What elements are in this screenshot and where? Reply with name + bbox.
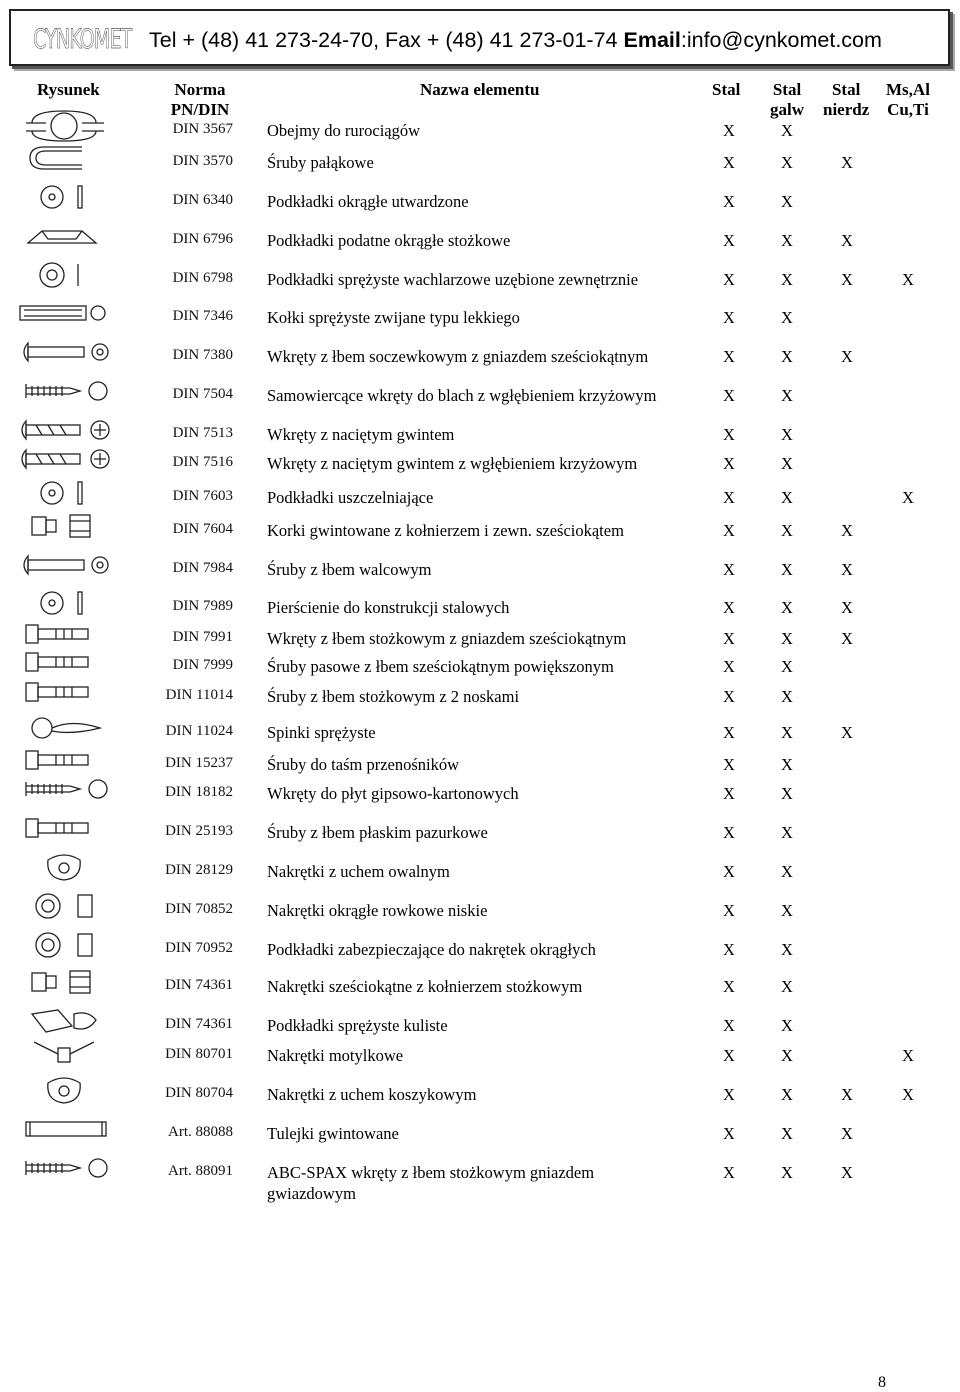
mark-stal-galw: X bbox=[781, 940, 793, 959]
table-row bbox=[0, 1046, 960, 1076]
slotted-round-nut-icon bbox=[12, 889, 132, 923]
mark-stal-galw: X bbox=[781, 784, 793, 803]
spherical-washer-icon bbox=[12, 1004, 132, 1038]
table-row bbox=[0, 488, 960, 518]
element-name-line: Nakrętki z uchem koszykowym bbox=[267, 1085, 477, 1104]
col-header-stal-nierdz-line2: nierdz bbox=[823, 100, 870, 119]
element-name-cell bbox=[267, 823, 488, 843]
mark-stal-galw: X bbox=[781, 425, 793, 444]
norm-cell: DIN 25193 bbox=[165, 823, 233, 839]
element-name-line: Podkładki podatne okrągłe stożkowe bbox=[267, 231, 511, 250]
norm-cell: DIN 6796 bbox=[172, 231, 233, 247]
tab-washer-icon bbox=[12, 928, 132, 962]
col-header-ms-line1: Ms,Al bbox=[886, 80, 930, 99]
table-row bbox=[0, 560, 960, 590]
norm-cell: DIN 7346 bbox=[172, 308, 233, 324]
mark-stal-galw: X bbox=[781, 977, 793, 996]
mark-stal-galw: X bbox=[781, 153, 793, 172]
element-name-cell bbox=[267, 1016, 448, 1036]
table-row bbox=[0, 153, 960, 183]
mark-stal: X bbox=[723, 231, 735, 250]
norm-cell: DIN 18182 bbox=[165, 784, 233, 800]
norm-cell: DIN 7999 bbox=[172, 657, 233, 673]
element-name-line: Tulejki gwintowane bbox=[267, 1124, 399, 1143]
element-name-line: Korki gwintowane z kołnierzem i zewn. sześciokątem bbox=[267, 521, 624, 540]
norm-cell: Art. 88091 bbox=[168, 1163, 233, 1179]
element-name-line: gwiazdowym bbox=[267, 1184, 356, 1203]
table-row bbox=[0, 347, 960, 377]
table-row bbox=[0, 901, 960, 931]
element-name-line: Nakrętki okrągłe rowkowe niskie bbox=[267, 901, 488, 920]
table-row bbox=[0, 1163, 960, 1203]
washer-icon bbox=[12, 180, 132, 214]
element-name-cell bbox=[267, 153, 374, 173]
u-bolt-icon bbox=[12, 141, 132, 175]
element-name-cell bbox=[267, 121, 420, 141]
mark-stal-galw: X bbox=[781, 231, 793, 250]
mark-stal-galw: X bbox=[781, 1046, 793, 1065]
mark-stal: X bbox=[723, 977, 735, 996]
element-name-cell bbox=[267, 270, 638, 290]
element-name-cell bbox=[267, 977, 582, 997]
element-name-cell bbox=[267, 723, 376, 743]
element-name-cell bbox=[267, 560, 432, 580]
conical-washer-icon bbox=[12, 219, 132, 253]
mark-stal-nierdz: X bbox=[841, 723, 853, 742]
mark-stal-nierdz: X bbox=[841, 560, 853, 579]
threaded-sleeve-icon bbox=[12, 1112, 132, 1146]
element-name-cell bbox=[267, 901, 487, 921]
element-name-line: Wkręty z naciętym gwintem bbox=[267, 425, 455, 444]
norm-cell: DIN 7513 bbox=[172, 425, 233, 441]
table-row bbox=[0, 386, 960, 416]
col-header-stal-nierdz bbox=[823, 80, 869, 120]
screw-plug-icon bbox=[12, 509, 132, 543]
element-name-line: Samowiercące wkręty do blach z wgłębieniem krzyżowym bbox=[267, 386, 657, 405]
ring-icon bbox=[12, 586, 132, 620]
element-name-cell bbox=[267, 347, 648, 367]
mark-stal-nierdz: X bbox=[841, 629, 853, 648]
norm-cell: DIN 74361 bbox=[165, 977, 233, 993]
norm-cell: DIN 74361 bbox=[165, 1016, 233, 1032]
mark-stal: X bbox=[723, 629, 735, 648]
table-row bbox=[0, 598, 960, 628]
eye-nut-icon bbox=[12, 850, 132, 884]
element-name-line: Wkręty z łbem soczewkowym z gniazdem sześciokątnym bbox=[267, 347, 649, 366]
mark-ms-al-cu-ti: X bbox=[902, 1085, 914, 1104]
table-row bbox=[0, 784, 960, 814]
element-name-cell bbox=[267, 940, 596, 960]
element-name-cell bbox=[267, 488, 433, 508]
norm-cell: DIN 15237 bbox=[165, 755, 233, 771]
mark-stal-nierdz: X bbox=[841, 153, 853, 172]
norm-cell: DIN 6798 bbox=[172, 270, 233, 286]
mark-stal-galw: X bbox=[781, 270, 793, 289]
col-header-stal-galw bbox=[770, 80, 804, 120]
element-name-line: Wkręty do płyt gipsowo-kartonowych bbox=[267, 784, 519, 803]
table-row bbox=[0, 192, 960, 222]
mark-stal-nierdz: X bbox=[841, 270, 853, 289]
col-header-stal: Stal bbox=[712, 80, 741, 99]
mark-stal: X bbox=[723, 862, 735, 881]
mark-stal: X bbox=[723, 192, 735, 211]
table-row bbox=[0, 121, 960, 151]
element-name-line: Wkręty z łbem stożkowym z gniazdem sześciokątnym bbox=[267, 629, 627, 648]
spring-cotter-icon bbox=[12, 711, 132, 745]
element-name-line: Śruby z łbem stożkowym z 2 noskami bbox=[267, 687, 520, 706]
element-name-line: Śruby z łbem płaskim pazurkowe bbox=[267, 823, 488, 842]
element-name-line: Pierścienie do konstrukcji stalowych bbox=[267, 598, 510, 617]
mark-stal-nierdz: X bbox=[841, 521, 853, 540]
table-row bbox=[0, 657, 960, 687]
element-name-line: Śruby pasowe z łbem sześciokątnym powiększonym bbox=[267, 657, 614, 676]
norm-cell: DIN 80701 bbox=[165, 1046, 233, 1062]
mark-stal-nierdz: X bbox=[841, 598, 853, 617]
table-row bbox=[0, 823, 960, 853]
claw-bolt-icon bbox=[12, 811, 132, 845]
element-name-cell bbox=[267, 386, 656, 406]
mark-stal-galw: X bbox=[781, 823, 793, 842]
table-row bbox=[0, 723, 960, 753]
nib-bolt-icon bbox=[12, 675, 132, 709]
company-logo: CYNKOMET bbox=[33, 24, 132, 55]
norm-cell: DIN 7984 bbox=[172, 560, 233, 576]
element-name-line: Podkładki okrągłe utwardzone bbox=[267, 192, 469, 211]
norm-cell: Art. 88088 bbox=[168, 1124, 233, 1140]
table-row bbox=[0, 977, 960, 1007]
pipe-clamp-icon bbox=[12, 109, 132, 143]
mark-stal-galw: X bbox=[781, 521, 793, 540]
mark-stal-galw: X bbox=[781, 755, 793, 774]
mark-stal-galw: X bbox=[781, 1124, 793, 1143]
norm-cell: DIN 7504 bbox=[172, 386, 233, 402]
element-name-line: Nakrętki sześciokątne z kołnierzem stożkowym bbox=[267, 977, 583, 996]
spring-pin-icon bbox=[12, 296, 132, 330]
col-header-stal-galw-line1: Stal bbox=[772, 80, 802, 99]
mark-ms-al-cu-ti: X bbox=[902, 488, 914, 507]
mark-stal: X bbox=[723, 687, 735, 706]
element-name-line: Wkręty z naciętym gwintem z wgłębieniem krzyżowym bbox=[267, 454, 638, 473]
mark-stal-galw: X bbox=[781, 1016, 793, 1035]
norm-cell: DIN 7991 bbox=[172, 629, 233, 645]
button-head-screw-icon bbox=[12, 335, 132, 369]
element-name-line: Podkładki zabezpieczające do nakrętek okrągłych bbox=[267, 940, 596, 959]
norm-cell: DIN 28129 bbox=[165, 862, 233, 878]
col-header-rysunek: Rysunek bbox=[37, 80, 100, 99]
element-name-cell bbox=[267, 629, 626, 649]
mark-stal: X bbox=[723, 1016, 735, 1035]
mark-stal: X bbox=[723, 270, 735, 289]
norm-cell: DIN 7604 bbox=[172, 521, 233, 537]
mark-stal-galw: X bbox=[781, 598, 793, 617]
email-value: :info@cynkomet.com bbox=[680, 28, 882, 52]
mark-stal-galw: X bbox=[781, 687, 793, 706]
mark-stal: X bbox=[723, 657, 735, 676]
mark-stal-galw: X bbox=[781, 192, 793, 211]
element-name-cell bbox=[267, 308, 520, 328]
mark-stal: X bbox=[723, 823, 735, 842]
col-header-norma-line2: PN/DIN bbox=[170, 100, 230, 119]
element-name-line: Spinki sprężyste bbox=[267, 723, 376, 742]
norm-cell: DIN 11024 bbox=[165, 723, 233, 739]
element-name-cell bbox=[267, 1163, 594, 1204]
mark-stal: X bbox=[723, 308, 735, 327]
mark-stal-galw: X bbox=[781, 723, 793, 742]
mark-stal: X bbox=[723, 488, 735, 507]
element-name-line: Śruby pałąkowe bbox=[267, 153, 374, 172]
table-row bbox=[0, 1124, 960, 1154]
mark-stal-nierdz: X bbox=[841, 1163, 853, 1182]
element-name-cell bbox=[267, 425, 454, 445]
mark-stal: X bbox=[723, 425, 735, 444]
contact-line bbox=[149, 28, 882, 53]
element-name-line: Śruby do taśm przenośników bbox=[267, 755, 460, 774]
mark-stal: X bbox=[723, 755, 735, 774]
norm-cell: DIN 80704 bbox=[165, 1085, 233, 1101]
mark-stal: X bbox=[723, 347, 735, 366]
mark-stal: X bbox=[723, 454, 735, 473]
col-header-stal-galw-line2: galw bbox=[770, 100, 804, 119]
basket-eye-nut-icon bbox=[12, 1073, 132, 1107]
mark-stal-galw: X bbox=[781, 560, 793, 579]
col-header-ms-al-cu-ti bbox=[886, 80, 930, 120]
table-row bbox=[0, 755, 960, 785]
mark-stal-galw: X bbox=[781, 347, 793, 366]
mark-stal-galw: X bbox=[781, 386, 793, 405]
wheel-nut-icon bbox=[12, 965, 132, 999]
table-row bbox=[0, 1085, 960, 1115]
mark-stal: X bbox=[723, 153, 735, 172]
table-row bbox=[0, 270, 960, 300]
norm-cell: DIN 70852 bbox=[165, 901, 233, 917]
self-drilling-screw-icon bbox=[12, 374, 132, 408]
drywall-screw-icon bbox=[12, 772, 132, 806]
element-name-line: Kołki sprężyste zwijane typu lekkiego bbox=[267, 308, 520, 327]
mark-stal-galw: X bbox=[781, 488, 793, 507]
norm-cell: DIN 7516 bbox=[172, 454, 233, 470]
mark-stal-galw: X bbox=[781, 1085, 793, 1104]
element-name-cell bbox=[267, 1046, 403, 1066]
mark-stal: X bbox=[723, 121, 735, 140]
mark-stal: X bbox=[723, 1163, 735, 1182]
mark-stal-nierdz: X bbox=[841, 231, 853, 250]
col-header-norma bbox=[168, 80, 232, 120]
sealing-washer-icon bbox=[12, 476, 132, 510]
wing-nut-icon bbox=[12, 1034, 132, 1068]
norm-cell: DIN 11014 bbox=[165, 687, 233, 703]
mark-stal-nierdz: X bbox=[841, 1085, 853, 1104]
mark-stal: X bbox=[723, 560, 735, 579]
table-row bbox=[0, 862, 960, 892]
mark-stal-nierdz: X bbox=[841, 347, 853, 366]
mark-stal: X bbox=[723, 1085, 735, 1104]
mark-stal-galw: X bbox=[781, 901, 793, 920]
element-name-cell bbox=[267, 1085, 476, 1105]
element-name-line: ABC-SPAX wkręty z łbem stożkowym gniazdem bbox=[267, 1163, 595, 1182]
mark-stal-galw: X bbox=[781, 657, 793, 676]
element-name-cell bbox=[267, 755, 459, 775]
mark-stal: X bbox=[723, 386, 735, 405]
mark-stal-nierdz: X bbox=[841, 1124, 853, 1143]
table-row bbox=[0, 308, 960, 338]
mark-ms-al-cu-ti: X bbox=[902, 1046, 914, 1065]
element-name-cell bbox=[267, 784, 519, 804]
element-name-line: Podkładki sprężyste wachlarzowe uzębione zewnętrznie bbox=[267, 270, 639, 289]
serrated-washer-icon bbox=[12, 258, 132, 292]
mark-stal: X bbox=[723, 598, 735, 617]
mark-stal: X bbox=[723, 901, 735, 920]
mark-stal: X bbox=[723, 521, 735, 540]
table-row bbox=[0, 454, 960, 484]
element-name-cell bbox=[267, 1124, 399, 1144]
table-row bbox=[0, 940, 960, 970]
col-header-stal-nierdz-line1: Stal bbox=[831, 80, 861, 99]
element-name-line: Obejmy do rurociągów bbox=[267, 121, 421, 140]
table-row bbox=[0, 425, 960, 455]
col-header-norma-line1: Norma bbox=[174, 80, 226, 99]
email-label: Email bbox=[623, 28, 681, 52]
table-row bbox=[0, 629, 960, 659]
norm-cell: DIN 7989 bbox=[172, 598, 233, 614]
norm-cell: DIN 7603 bbox=[172, 488, 233, 504]
spax-screw-icon bbox=[12, 1151, 132, 1185]
mark-stal-galw: X bbox=[781, 1163, 793, 1182]
mark-stal-galw: X bbox=[781, 308, 793, 327]
phone-fax-text: Tel + (48) 41 273-24-70, Fax + (48) 41 273-01-74 bbox=[149, 28, 624, 52]
col-header-nazwa: Nazwa elementu bbox=[420, 80, 540, 99]
mark-stal: X bbox=[723, 1124, 735, 1143]
element-name-line: Śruby z łbem walcowym bbox=[267, 560, 432, 579]
element-name-cell bbox=[267, 862, 450, 882]
fitted-bolt-icon bbox=[12, 645, 132, 679]
mark-stal: X bbox=[723, 784, 735, 803]
norm-cell: DIN 3567 bbox=[172, 121, 233, 137]
mark-ms-al-cu-ti: X bbox=[902, 270, 914, 289]
element-name-cell bbox=[267, 657, 614, 677]
mark-stal-galw: X bbox=[781, 454, 793, 473]
table-row bbox=[0, 1016, 960, 1046]
element-name-cell bbox=[267, 687, 519, 707]
norm-cell: DIN 3570 bbox=[172, 153, 233, 169]
page-number: 8 bbox=[878, 1374, 886, 1391]
element-name-cell bbox=[267, 521, 624, 541]
mark-stal: X bbox=[723, 1046, 735, 1065]
norm-cell: DIN 7380 bbox=[172, 347, 233, 363]
element-name-cell bbox=[267, 598, 509, 618]
norm-cell: DIN 6340 bbox=[172, 192, 233, 208]
col-header-ms-line2: Cu,Ti bbox=[887, 100, 929, 119]
element-name-cell bbox=[267, 454, 637, 474]
element-name-cell bbox=[267, 231, 510, 251]
page-header bbox=[9, 9, 950, 66]
mark-stal: X bbox=[723, 723, 735, 742]
element-name-line: Podkładki uszczelniające bbox=[267, 488, 434, 507]
element-name-cell bbox=[267, 192, 469, 212]
mark-stal-galw: X bbox=[781, 121, 793, 140]
mark-stal: X bbox=[723, 940, 735, 959]
mark-stal-galw: X bbox=[781, 862, 793, 881]
mark-stal-galw: X bbox=[781, 629, 793, 648]
table-row bbox=[0, 687, 960, 717]
norm-cell: DIN 70952 bbox=[165, 940, 233, 956]
phillips-thread-cutting-screw-icon bbox=[12, 442, 132, 476]
element-name-line: Nakrętki motylkowe bbox=[267, 1046, 404, 1065]
table-row bbox=[0, 231, 960, 261]
element-name-line: Nakrętki z uchem owalnym bbox=[267, 862, 450, 881]
cap-screw-icon bbox=[12, 548, 132, 582]
element-name-line: Podkładki sprężyste kuliste bbox=[267, 1016, 448, 1035]
table-row bbox=[0, 521, 960, 551]
